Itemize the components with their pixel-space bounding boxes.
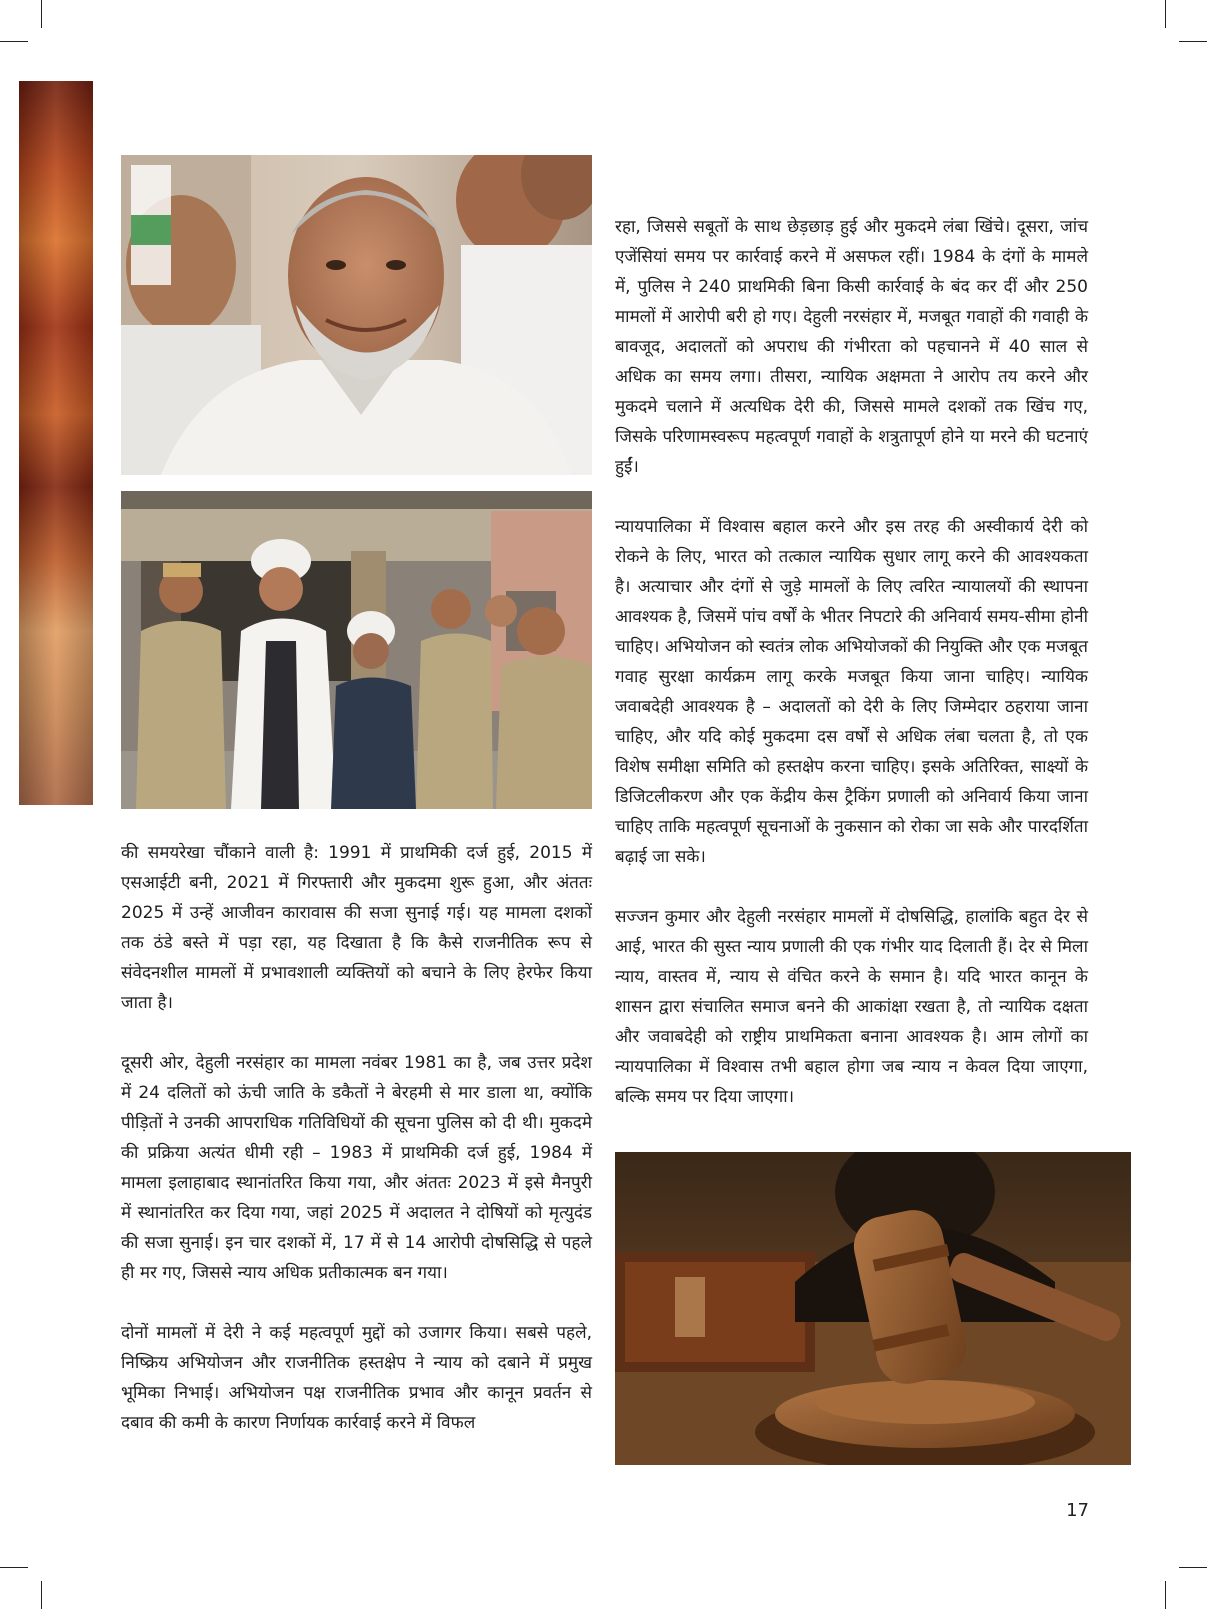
crop-mark bbox=[1165, 0, 1166, 28]
paragraph: दूसरी ओर, देहुली नरसंहार का मामला नवंबर 1981 का है, जब उत्तर प्रदेश में 24 दलितों को ऊंची जाति के डकैतों ने बेरहमी से मार डाला था, क्योंकि पीड़ितों ने उनकी आपराधिक गतिविधियों की सूचना पुलिस को दी थी। मुकदमे की प्रक्रिया अत्यंत धीमी रही – 1983 में प्राथमिकी दर्ज हुई, 1984 में मामला इलाहाबाद स्थानांतरित किया गया, और अंततः 2023 में इसे मैनपुरी में स्थानांतरित कर दिया गया, जहां 2025 में अदालत ने दोषियों को मृत्युदंड की सजा सुनाई। इन चार दशकों में, 17 में से 14 आरोपी दोषसिद्धि से पहले ही मर गए, जिससे न्याय अधिक प्रतीकात्मक बन गया। bbox=[121, 1053, 592, 1283]
paragraph: दोनों मामलों में देरी ने कई महत्वपूर्ण मुद्दों को उजागर किया। सबसे पहले, निष्क्रिय अभियोजन और राजनीतिक हस्तक्षेप ने न्याय को दबाने में प्रमुख भूमिका निभाई। अभियोजन पक्ष राजनीतिक प्रभाव और कानून प्रवर्तन से दबाव की कमी के कारण निर्णायक कार्रवाई करने में विफल bbox=[121, 1323, 592, 1433]
crop-mark bbox=[1165, 1581, 1166, 1609]
sajjan-kumar-portrait-photo bbox=[121, 155, 592, 475]
crop-mark bbox=[41, 0, 42, 28]
paragraph: रहा, जिससे सबूतों के साथ छेड़छाड़ हुई और मुकदमे लंबा खिंचे। दूसरा, जांच एजेंसियां समय पर कार्रवाई करने में असफल रहीं। 1984 के दंगों के मामले में, पुलिस ने 240 प्राथमिकी बिना किसी कार्रवाई के बंद कर दीं और 250 मामलों में आरोपी बरी हो गए। देहुली नरसंहार में, मजबूत गवाहों की गवाही के बावजूद, अदालतों को अपराध की गंभीरता को पहचानने में 40 साल से अधिक का समय लगा। तीसरा, न्यायिक अक्षमता ने आरोप तय करने और मुकदमे चलाने में अत्यधिक देरी की, जिससे मामले दशकों तक खिंच गए, जिसके परिणामस्वरूप महत्वपूर्ण गवाहों के शत्रुतापूर्ण होने या मरने की घटनाएं हुईं। bbox=[615, 217, 1088, 477]
crop-mark bbox=[0, 41, 28, 42]
crop-mark bbox=[1179, 1567, 1207, 1568]
decorative-side-strip bbox=[19, 81, 93, 805]
police-escort-accused-photo bbox=[121, 491, 592, 809]
crop-mark bbox=[41, 1581, 42, 1609]
paragraph: सज्जन कुमार और देहुली नरसंहार मामलों में दोषसिद्धि, हालांकि बहुत देर से आई, भारत की सुस्त न्याय प्रणाली की एक गंभीर याद दिलाती हैं। देर से मिला न्याय, वास्तव में, न्याय से वंचित करने के समान है। यदि भारत कानून के शासन द्वारा संचालित समाज बनने की आकांक्षा रखता है, तो न्यायिक दक्षता और जवाबदेही को राष्ट्रीय प्राथमिकता बनाना आवश्यक है। आम लोगों का न्यायपालिका में विश्वास तभी बहाल होगा जब न्याय न केवल दिया जाएगा, बल्कि समय पर दिया जाएगा। bbox=[615, 907, 1088, 1107]
paragraph: की समयरेखा चौंकाने वाली है: 1991 में प्राथमिकी दर्ज हुई, 2015 में एसआईटी बनी, 2021 में गिरफ्तारी और मुकदमा शुरू हुआ, और अंततः 2025 में उन्हें आजीवन कारावास की सजा सुनाई गई। यह मामला दशकों तक ठंडे बस्ते में पड़ा रहा, यह दिखाता है कि कैसे राजनीतिक रूप से संवेदनशील मामलों में प्रभावशाली व्यक्तियों को बचाने के लिए हेरफेर किया जाता है। bbox=[121, 843, 592, 1013]
right-text-column bbox=[615, 212, 1088, 1112]
crop-mark bbox=[1179, 41, 1207, 42]
left-text-column bbox=[121, 838, 592, 1438]
crop-mark bbox=[0, 1567, 28, 1568]
paragraph: न्यायपालिका में विश्वास बहाल करने और इस तरह की अस्वीकार्य देरी को रोकने के लिए, भारत को तत्काल न्यायिक सुधार लागू करने की आवश्यकता है। अत्याचार और दंगों से जुड़े मामलों के लिए त्वरित न्यायालयों की स्थापना आवश्यक है, जिसमें पांच वर्षों के भीतर निपटारे की अनिवार्य समय-सीमा होनी चाहिए। अभियोजन को स्वतंत्र लोक अभियोजकों की नियुक्ति और एक मजबूत गवाह सुरक्षा कार्यक्रम लागू करके मजबूत किया जाना चाहिए। न्यायिक जवाबदेही आवश्यक है – अदालतों को देरी के लिए जिम्मेदार ठहराया जाना चाहिए, और यदि कोई मुकदमा दस वर्षों से अधिक लंबा चलता है, तो एक विशेष समीक्षा समिति को हस्तक्षेप करना चाहिए। इसके अतिरिक्त, साक्ष्यों के डिजिटलीकरण और एक केंद्रीय केस ट्रैकिंग प्रणाली को अनिवार्य किया जाना चाहिए ताकि महत्वपूर्ण सूचनाओं के नुकसान को रोका जा सके और पारदर्शिता बढ़ाई जा सके। bbox=[615, 517, 1088, 867]
page-number: 17 bbox=[1066, 1500, 1089, 1521]
judge-gavel-photo bbox=[615, 1152, 1131, 1465]
